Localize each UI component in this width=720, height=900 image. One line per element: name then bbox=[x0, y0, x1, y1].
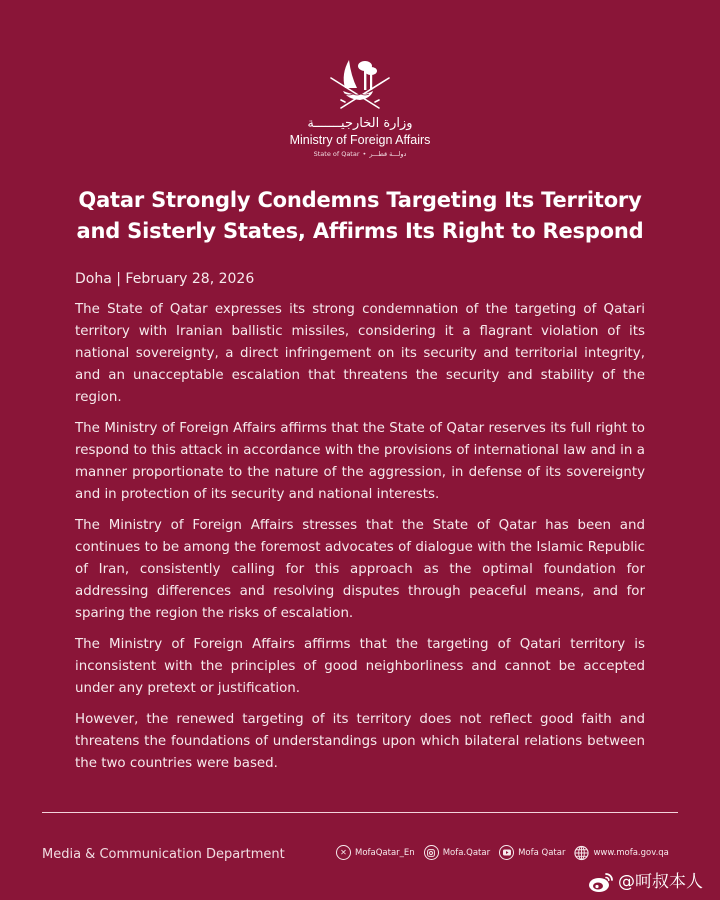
dateline: Doha | February 28, 2026 bbox=[75, 271, 255, 287]
paragraph-2: The Ministry of Foreign Affairs affirms that the State of Qatar reserves its full right to respond to this attack in accordance with the provisions of international law and in a manner proportionate to the nature of the aggression, in defense of its sovereignty and in protection of its security and national interests. bbox=[75, 421, 645, 502]
state-name-english: State of Qatar bbox=[313, 150, 360, 158]
paragraph-1: The State of Qatar expresses its strong condemnation of the targeting of Qatari territory with Iranian ballistic missiles, considering it a flagrant violation of its national sovereignty, a direct infringement on its security and territorial integrity, and an unacceptable escalation that threatens the security and stability of the region. bbox=[75, 302, 645, 405]
x-twitter-icon: ✕ bbox=[336, 845, 351, 860]
org-name-arabic: وزارة الخارجيـــــــة bbox=[307, 116, 413, 131]
title-line-1: Qatar Strongly Condemns Targeting Its Territory bbox=[78, 188, 642, 212]
statement-title bbox=[40, 185, 680, 247]
department-name: Media & Communication Department bbox=[42, 847, 285, 862]
state-of-qatar-line bbox=[314, 150, 407, 159]
social-label: Mofa Qatar bbox=[518, 847, 566, 858]
org-name-english: Ministry of Foreign Affairs bbox=[289, 133, 431, 147]
social-x[interactable] bbox=[336, 845, 415, 860]
youtube-icon bbox=[499, 845, 514, 860]
globe-icon bbox=[574, 845, 589, 860]
title-line-2: and Sisterly States, Affirms Its Right to Respond bbox=[76, 219, 644, 243]
social-label: Mofa.Qatar bbox=[442, 847, 491, 858]
statement-body bbox=[75, 268, 645, 784]
paragraph-4: The Ministry of Foreign Affairs affirms that the targeting of Qatari territory is inconsistent with the principles of good neighborliness and cannot be accepted under any pretext or justification. bbox=[75, 637, 645, 696]
paragraph-5: However, the renewed targeting of its territory does not reflect good faith and threatens the foundations of understandings upon which bilateral relations between the two countries were based. bbox=[75, 712, 645, 771]
ministry-logo bbox=[0, 56, 720, 159]
weibo-icon bbox=[588, 871, 614, 893]
social-label: www.mofa.gov.qa bbox=[593, 847, 669, 858]
watermark-text: @呵叔本人 bbox=[618, 872, 703, 892]
social-youtube[interactable] bbox=[499, 845, 565, 860]
social-label: MofaQatar_En bbox=[355, 847, 415, 858]
social-website[interactable] bbox=[574, 845, 668, 860]
separator-dot: • bbox=[362, 150, 367, 158]
footer-divider bbox=[42, 812, 678, 813]
weibo-watermark bbox=[588, 871, 703, 893]
social-instagram[interactable] bbox=[424, 845, 490, 860]
qatar-emblem-icon bbox=[327, 56, 393, 112]
social-links bbox=[336, 845, 669, 860]
state-name-arabic: دولـــة قطـــر bbox=[369, 150, 407, 158]
instagram-icon bbox=[424, 845, 439, 860]
paragraph-3: The Ministry of Foreign Affairs stresses that the State of Qatar has been and continues to be among the foremost advocates of dialogue with the Islamic Republic of Iran, consistently calling for this approach as the optimal foundation for addressing differences and resolving disputes through peaceful means, and for sparing the region the risks of escalation. bbox=[75, 518, 645, 621]
